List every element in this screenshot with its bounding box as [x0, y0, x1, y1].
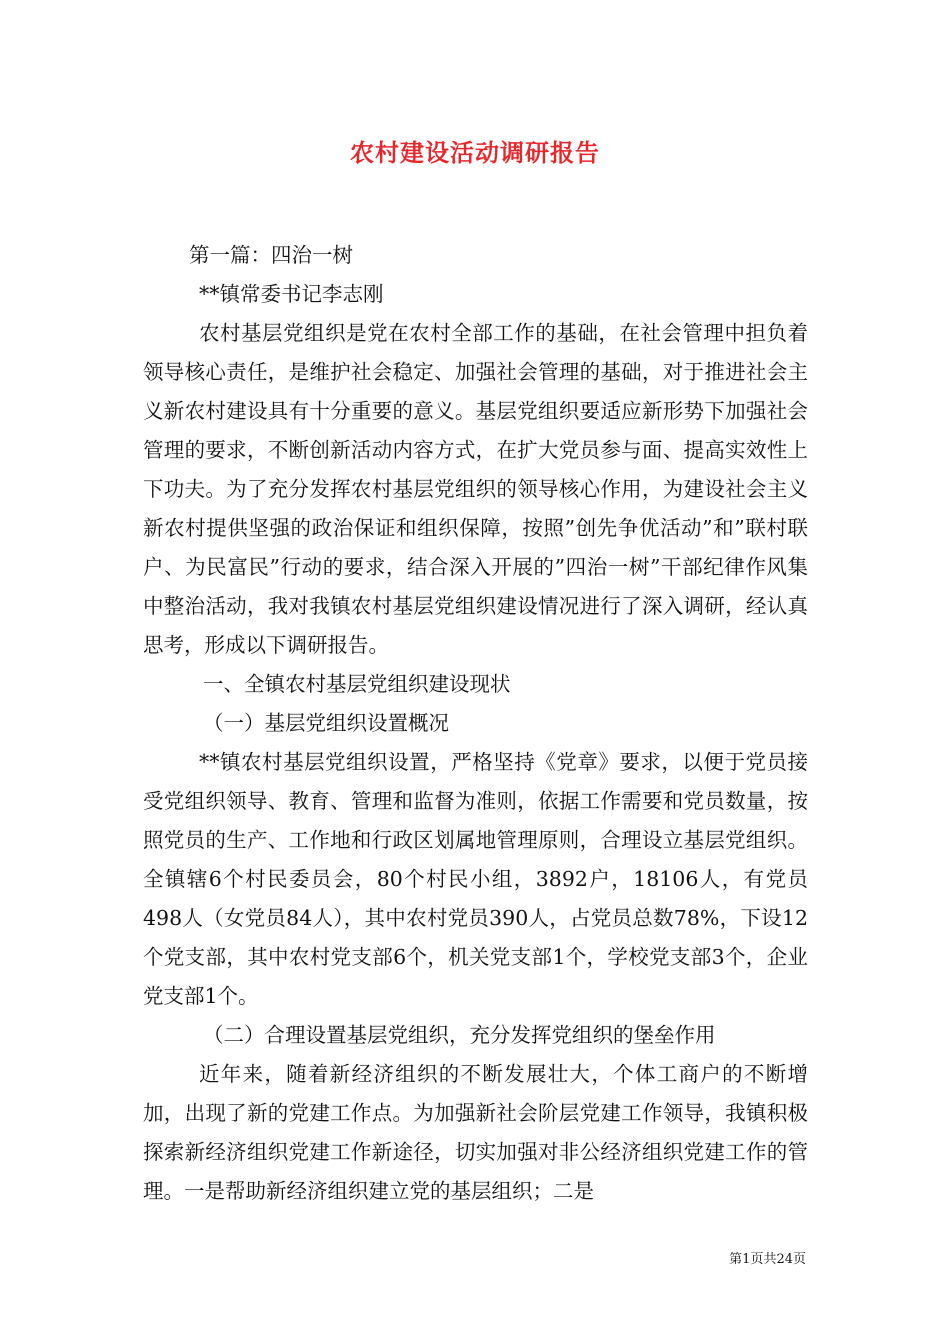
document-title: 农村建设活动调研报告	[350, 138, 600, 167]
document-body	[143, 236, 808, 1211]
heading-current-status: 一、全镇农村基层党组织建设现状	[203, 672, 511, 696]
subheading-overview: （一）基层党组织设置概况	[203, 711, 449, 735]
page-number: 第1页共24页	[729, 1252, 806, 1267]
paragraph-overview: **镇农村基层党组织设置，严格坚持《党章》要求，以便于党员接受党组织领导、教育、管理和监督为准则，依据工作需要和党员数量，按照党员的生产、工作地和行政区划属地管理原则，合理设立基层党组织。全镇辖6个村民委员会，80个村民小组，3892户，18106人，有党员498人（女党员84人），其中农村党员390人，占党员总数78%，下设12个党支部，其中农村党支部6个，机关党支部1个，学校党支部3个，企业党支部1个。	[143, 750, 808, 1008]
paragraph-intro: 农村基层党组织是党在农村全部工作的基础，在社会管理中担负着领导核心责任，是维护社会稳定、加强社会管理的基础，对于推进社会主义新农村建设具有十分重要的意义。基层党组织要适应新形势下加强社会管理的要求，不断创新活动内容方式，在扩大党员参与面、提高实效性上下功夫。为了充分发挥农村基层党组织的领导核心作用，为建设社会主义新农村提供坚强的政治保证和组织保障，按照”创先争优活动”和”联村联户、为民富民”行动的要求，结合深入开展的”四治一树”干部纪律作风集中整治活动，我对我镇农村基层党组织建设情况进行了深入调研，经认真思考，形成以下调研报告。	[143, 321, 808, 657]
paragraph-recent: 近年来，随着新经济组织的不断发展壮大，个体工商户的不断增加，出现了新的党建工作点。为加强新社会阶层党建工作领导，我镇积极探索新经济组织党建工作新途径，切实加强对非公经济组织党建工作的管理。一是帮助新经济组织建立党的基层组织；二是	[143, 1062, 808, 1203]
section-heading: 第一篇：四治一树	[189, 243, 353, 267]
author-line: **镇常委书记李志刚	[199, 282, 384, 306]
subheading-organization: （二）合理设置基层党组织，充分发挥党组织的堡垒作用	[203, 1023, 716, 1047]
